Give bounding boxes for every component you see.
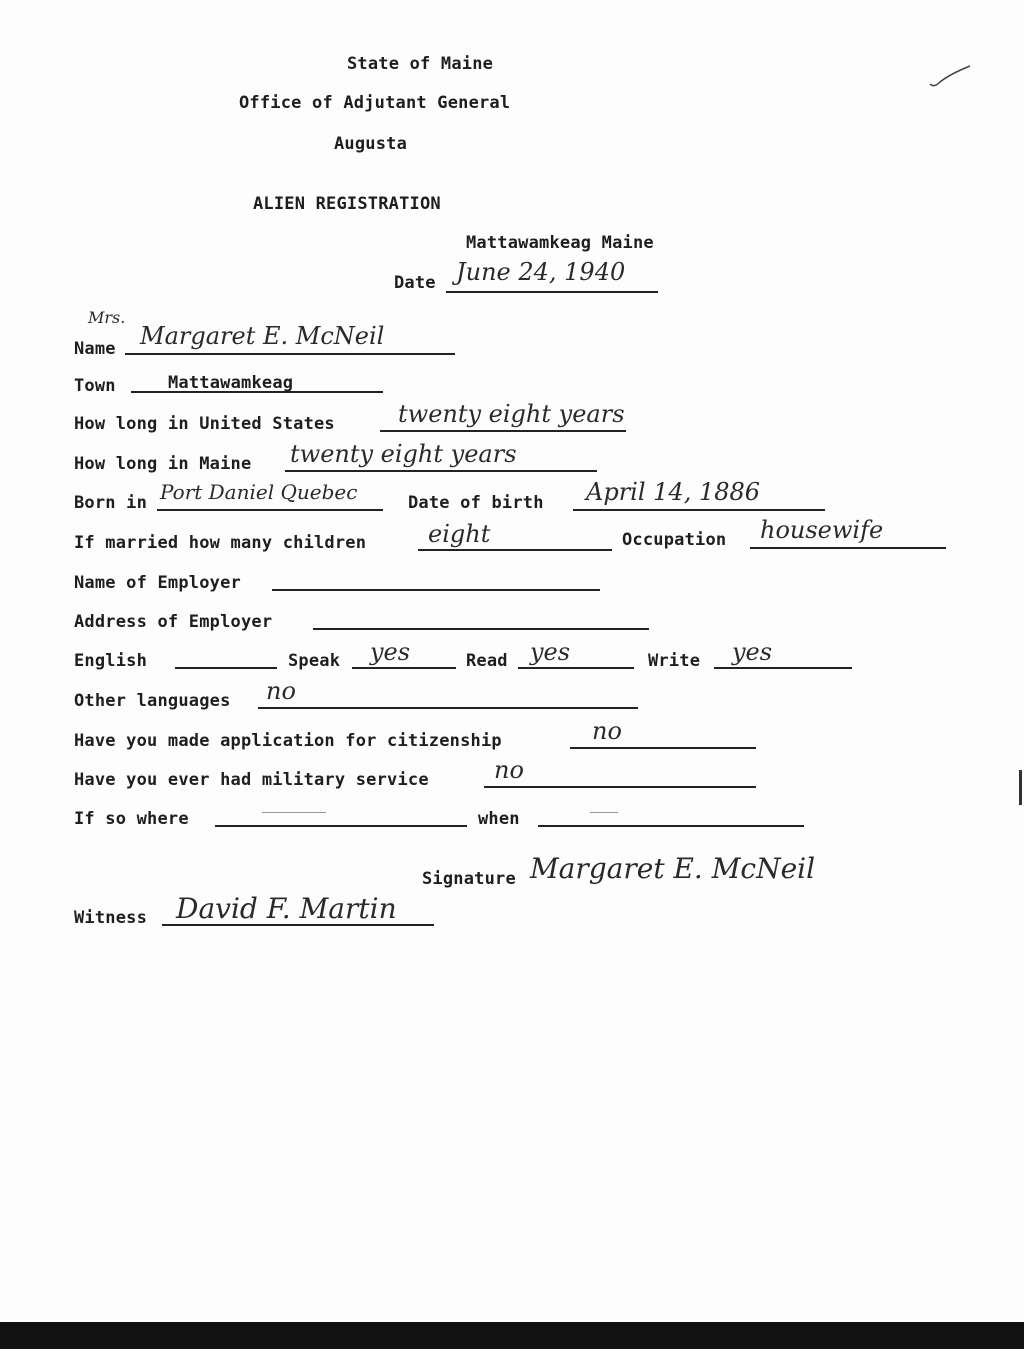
english-underline xyxy=(175,667,277,669)
dob-label: Date of birth xyxy=(408,493,544,513)
occupation-label: Occupation xyxy=(622,530,727,550)
date-label: Date xyxy=(394,273,436,293)
read-underline xyxy=(518,667,634,669)
location-line: Mattawamkeag Maine xyxy=(466,233,654,253)
other-languages-label: Other languages xyxy=(74,691,231,711)
dob-underline xyxy=(573,509,825,511)
other-languages-value: no xyxy=(266,677,296,705)
state-heading: State of Maine xyxy=(347,54,494,74)
maine-duration-underline xyxy=(285,470,597,472)
where-dash xyxy=(262,812,326,813)
form-title: ALIEN REGISTRATION xyxy=(253,194,441,214)
name-underline xyxy=(125,353,455,355)
witness-label: Witness xyxy=(74,908,148,928)
signature-label: Signature xyxy=(422,869,516,889)
speak-label: Speak xyxy=(288,651,341,671)
born-in-label: Born in xyxy=(74,493,148,513)
read-value: yes xyxy=(530,638,571,666)
name-label: Name xyxy=(74,339,116,359)
occupation-underline xyxy=(750,547,946,549)
torn-bottom-edge xyxy=(0,1322,1024,1349)
citizenship-underline xyxy=(570,747,756,749)
date-value: June 24, 1940 xyxy=(456,258,626,286)
write-underline xyxy=(714,667,852,669)
scan-edge-mark xyxy=(1019,770,1022,805)
citizenship-value: no xyxy=(592,717,622,745)
write-label: Write xyxy=(648,651,701,671)
name-value: Margaret E. McNeil xyxy=(140,322,385,350)
employer-name-label: Name of Employer xyxy=(74,573,241,593)
us-duration-underline xyxy=(380,430,626,432)
date-underline xyxy=(446,291,658,293)
speak-value: yes xyxy=(370,638,411,666)
employer-name-underline xyxy=(272,589,600,591)
town-underline xyxy=(131,391,383,393)
speak-underline xyxy=(352,667,456,669)
when-label: when xyxy=(478,809,520,829)
maine-duration-value: twenty eight years xyxy=(290,440,517,468)
signature-value: Margaret E. McNeil xyxy=(530,852,816,885)
employer-address-underline xyxy=(313,628,649,630)
city-heading: Augusta xyxy=(334,134,408,154)
us-duration-label: How long in United States xyxy=(74,414,335,434)
military-value: no xyxy=(494,756,524,784)
where-underline xyxy=(215,825,467,827)
check-mark-icon xyxy=(928,62,972,90)
office-heading: Office of Adjutant General xyxy=(239,93,511,113)
where-label: If so where xyxy=(74,809,189,829)
read-label: Read xyxy=(466,651,508,671)
occupation-value: housewife xyxy=(760,516,884,544)
citizenship-label: Have you made application for citizenship xyxy=(74,731,502,751)
us-duration-value: twenty eight years xyxy=(398,400,625,428)
military-underline xyxy=(484,786,756,788)
born-in-underline xyxy=(157,509,383,511)
children-label: If married how many children xyxy=(74,533,367,553)
name-prefix: Mrs. xyxy=(88,308,126,327)
other-languages-underline xyxy=(258,707,638,709)
born-in-value: Port Daniel Quebec xyxy=(160,480,358,504)
town-value: Mattawamkeag xyxy=(168,373,294,393)
when-dash xyxy=(590,812,618,813)
write-value: yes xyxy=(732,638,773,666)
when-underline xyxy=(538,825,804,827)
dob-value: April 14, 1886 xyxy=(586,478,761,506)
children-underline xyxy=(418,549,612,551)
witness-value: David F. Martin xyxy=(176,892,397,925)
children-value: eight xyxy=(428,520,491,548)
military-label: Have you ever had military service xyxy=(74,770,429,790)
employer-address-label: Address of Employer xyxy=(74,612,273,632)
town-label: Town xyxy=(74,376,116,396)
witness-underline xyxy=(162,924,434,926)
english-label: English xyxy=(74,651,148,671)
maine-duration-label: How long in Maine xyxy=(74,454,252,474)
